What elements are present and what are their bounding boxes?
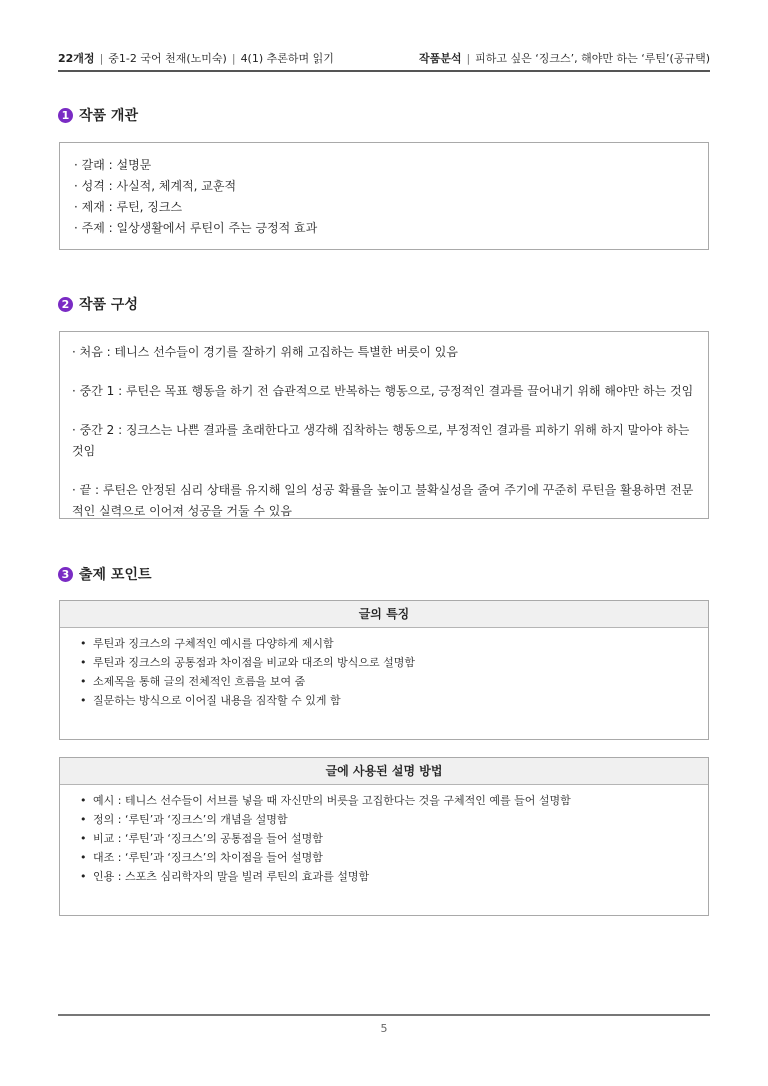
features-list [60, 628, 708, 710]
list-item [80, 691, 708, 710]
bullet-icon: • [80, 656, 87, 669]
bullet-icon: • [80, 675, 87, 688]
bullet-icon: • [80, 870, 87, 883]
footer-divider [58, 1014, 710, 1016]
overview-character: · 성격 : 사실적, 체계적, 교훈적 [74, 179, 237, 193]
bullet-icon: • [80, 794, 87, 807]
features-box [59, 600, 709, 740]
header-separator: | [231, 52, 236, 65]
header-unit: 4(1) 추론하며 읽기 [240, 52, 334, 65]
number-badge: 3 [58, 567, 73, 582]
list-item [80, 829, 708, 848]
structure-end: · 끝 : 루틴은 안정된 심리 상태를 유지해 일의 성공 확률을 높이고 불확실성을 줄여 주기에 꾸준히 루틴을 활용하면 전문적인 실력으로 이어져 성공을 거둘 수 있음 [72, 483, 694, 518]
section-title-text: 작품 개관 [79, 108, 138, 124]
structure-middle-2: · 중간 2 : 징크스는 나쁜 결과를 초래한다고 생각해 집착하는 행동으로, 부정적인 결과를 피하기 위해 하지 말아야 하는 것임 [72, 423, 690, 458]
list-item-text: 루틴과 징크스의 구체적인 예시를 다양하게 제시함 [93, 637, 334, 650]
methods-heading: 글에 사용된 설명 방법 [60, 758, 708, 785]
number-badge: 2 [58, 297, 73, 312]
list-item [80, 848, 708, 867]
header-category: 작품분석 [418, 52, 462, 65]
section-title-structure [58, 296, 138, 314]
overview-theme: · 주제 : 일상생활에서 루틴이 주는 긍정적 효과 [74, 221, 318, 235]
header-work-info [419, 48, 710, 70]
list-item-text: 질문하는 방식으로 이어질 내용을 짐작할 수 있게 함 [93, 694, 341, 707]
header-curriculum: 22개정 [58, 52, 95, 65]
list-item [80, 653, 708, 672]
list-item-text: 비교 : ‘루틴’과 ‘징크스’의 공통점을 들어 설명함 [93, 832, 323, 845]
bullet-icon: • [80, 694, 87, 707]
features-heading: 글의 특징 [60, 601, 708, 628]
bullet-icon: • [80, 637, 87, 650]
overview-box [59, 142, 709, 250]
methods-list [60, 785, 708, 886]
header-separator: | [466, 52, 471, 65]
section-title-exam-points [58, 566, 152, 584]
overview-genre: · 갈래 : 설명문 [74, 158, 152, 172]
list-item [80, 791, 708, 810]
bullet-icon: • [80, 813, 87, 826]
section-title-overview [58, 107, 138, 125]
list-item-text: 인용 : 스포츠 심리학자의 말을 빌려 루틴의 효과를 설명함 [93, 870, 370, 883]
list-item-text: 예시 : 테니스 선수들이 서브를 넣을 때 자신만의 버릇을 고집한다는 것을 구체적인 예를 들어 설명함 [93, 794, 571, 807]
list-item [80, 867, 708, 886]
structure-middle-1: · 중간 1 : 루틴은 목표 행동을 하기 전 습관적으로 반복하는 행동으로, 긍정적인 결과를 끌어내기 위해 해야만 하는 것임 [72, 384, 694, 398]
list-item-text: 대조 : ‘루틴’과 ‘징크스’의 차이점을 들어 설명함 [93, 851, 323, 864]
page-header [58, 48, 710, 72]
header-separator: | [99, 52, 104, 65]
page-number: 5 [380, 1022, 388, 1035]
list-item-text: 소제목을 통해 글의 전체적인 흐름을 보여 줌 [93, 675, 306, 688]
section-title-text: 출제 포인트 [79, 567, 152, 583]
list-item-text: 정의 : ‘루틴’과 ‘징크스’의 개념을 설명함 [93, 813, 288, 826]
list-item-text: 루틴과 징크스의 공통점과 차이점을 비교와 대조의 방식으로 설명함 [93, 656, 416, 669]
list-item [80, 672, 708, 691]
header-course-info [58, 48, 334, 70]
overview-subject: · 제재 : 루틴, 징크스 [74, 200, 183, 214]
bullet-icon: • [80, 851, 87, 864]
methods-box [59, 757, 709, 916]
structure-box [59, 331, 709, 519]
section-title-text: 작품 구성 [79, 297, 138, 313]
header-work-title: 피하고 싶은 ‘징크스’, 해야만 하는 ‘루틴’(공규택) [475, 52, 710, 65]
structure-beginning: · 처음 : 테니스 선수들이 경기를 잘하기 위해 고집하는 특별한 버릇이 있음 [72, 345, 458, 359]
bullet-icon: • [80, 832, 87, 845]
list-item [80, 634, 708, 653]
header-textbook: 중1-2 국어 천재(노미숙) [108, 52, 227, 65]
list-item [80, 810, 708, 829]
number-badge: 1 [58, 108, 73, 123]
